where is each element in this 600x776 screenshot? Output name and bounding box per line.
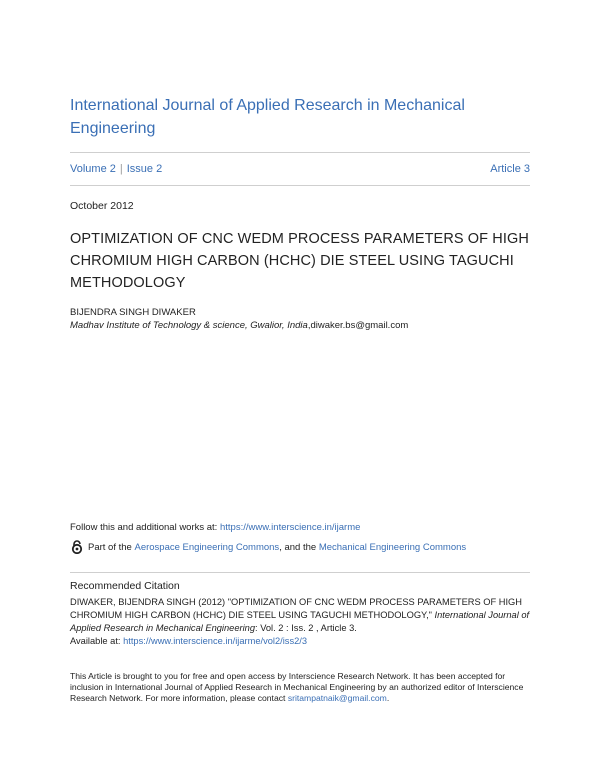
follow-url-link[interactable]: https://www.interscience.in/ijarme (219, 522, 361, 533)
follow-prefix: Follow this and additional works at: (70, 522, 218, 533)
article-link[interactable]: Article 3 (490, 163, 530, 175)
divider-top (70, 152, 530, 153)
part-of-line (70, 540, 466, 554)
divider-citation (70, 572, 530, 573)
author-name: BIJENDRA SINGH DIWAKER (70, 307, 196, 318)
footer-end: . (386, 693, 390, 703)
volume-link[interactable]: Volume 2 (70, 163, 116, 175)
mechanical-commons-link[interactable]: Mechanical Engineering Commons (318, 541, 467, 553)
and-the-text: , and the (279, 541, 317, 553)
aerospace-commons-link[interactable]: Aerospace Engineering Commons (134, 541, 280, 553)
follow-line (70, 522, 360, 533)
part-of-prefix: Part of the (88, 541, 132, 553)
affiliation-institution: Madhav Institute of Technology & science, Gwalior, India (70, 320, 308, 331)
author-email: diwaker.bs@gmail.com (310, 320, 409, 331)
article-title: OPTIMIZATION OF CNC WEDM PROCESS PARAMETERS OF HIGH CHROMIUM HIGH CARBON (HCHC) DIE STEEL USING TAGUCHI METHODOLOGY (70, 231, 529, 291)
issue-meta-row (70, 163, 530, 175)
available-at-prefix: Available at: (70, 636, 121, 646)
citation-journal: International Journal of Applied Research in Mechanical Engineering (70, 610, 530, 633)
publication-date: October 2012 (70, 200, 134, 212)
footer-text: This Article is brought to you for free and open access by Interscience Research Network. It has been accepted for inclusion in International Journal of Applied Research in Mechanical Engineering by an authorized editor of Interscience Research Network. For more information, please contact (70, 671, 524, 703)
separator: | (119, 163, 123, 175)
citation-text (70, 596, 532, 648)
citation-url-link[interactable]: https://www.interscience.in/ijarme/vol2/iss2/3 (123, 636, 308, 646)
citation-volume-info: : Vol. 2 : Iss. 2 , Article 3. (255, 623, 357, 633)
issue-link[interactable]: Issue 2 (126, 163, 163, 175)
open-access-icon (70, 540, 84, 554)
journal-title[interactable]: International Journal of Applied Research in Mechanical Engineering (70, 97, 465, 137)
footer-notice (70, 671, 530, 704)
divider-bottom (70, 185, 530, 186)
citation-line: DIWAKER, BIJENDRA SINGH (2012) "OPTIMIZATION OF CNC WEDM PROCESS PARAMETERS OF HIGH CHROMIUM HIGH CARBON (HCHC) DIE STEEL USING TAGUCHI METHODOLOGY," (70, 597, 523, 620)
contact-email-link[interactable]: sritampatnaik@gmail.com (287, 693, 387, 703)
recommended-citation-heading: Recommended Citation (70, 580, 180, 592)
author-affiliation: Madhav Institute of Technology & science, Gwalior, India,diwaker.bs@gmail.com (70, 320, 409, 331)
